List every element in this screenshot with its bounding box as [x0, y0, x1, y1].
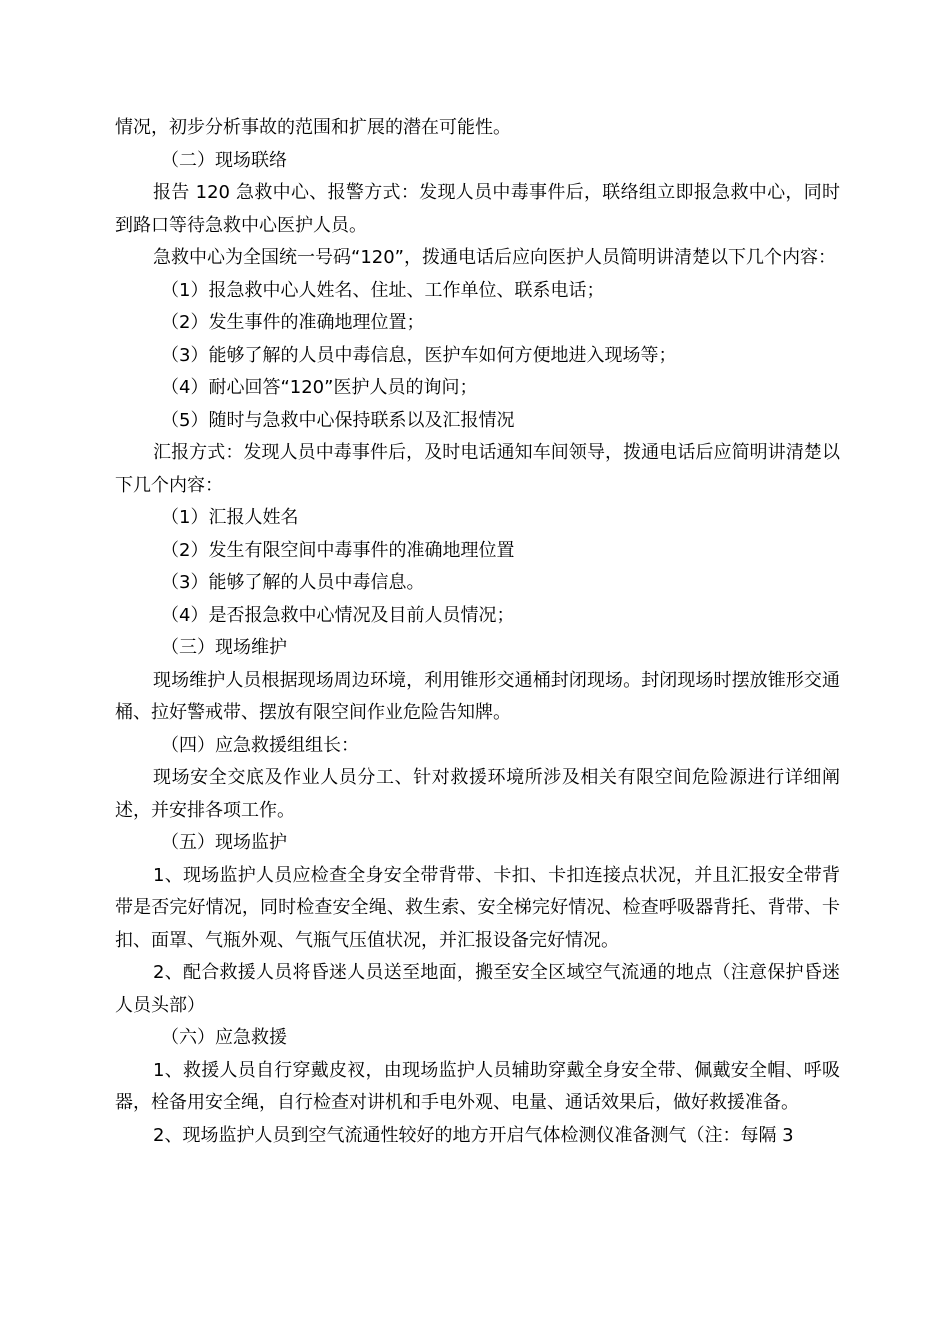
paragraph: 2、配合救援人员将昏迷人员送至地面，搬至安全区域空气流通的地点（注意保护昏迷人员头部） [115, 962, 840, 1016]
paragraph: 现场维护人员根据现场周边环境，利用锥形交通桶封闭现场。封闭现场时摆放锥形交通桶、拉好警戒带、摆放有限空间作业危险告知牌。 [115, 669, 840, 723]
section-heading-5: （五）现场监护 [161, 832, 287, 853]
list-item: （2）发生有限空间中毒事件的准确地理位置 [161, 539, 515, 561]
section-heading-6: （六）应急救援 [161, 1027, 287, 1048]
list-item: （2）发生事件的准确地理位置； [161, 312, 425, 333]
paragraph: 急救中心为全国统一号码“120”，拨通电话后应向医护人员简明讲清楚以下几个内容： [153, 247, 837, 268]
paragraph: 情况，初步分析事故的范围和扩展的潜在可能性。 [115, 117, 511, 138]
document-body [115, 112, 840, 1152]
list-item: （4）是否报急救中心情况及目前人员情况； [161, 604, 515, 626]
list-item: （4）耐心回答“120”医护人员的询问； [161, 377, 478, 398]
paragraph: 1、救援人员自行穿戴皮衩，由现场监护人员辅助穿戴全身安全带、佩戴安全帽、呼吸器，栓备用安全绳，自行检查对讲机和手电外观、电量、通话效果后，做好救援准备。 [115, 1059, 840, 1113]
paragraph: 1、现场监护人员应检查全身安全带背带、卡扣、卡扣连接点状况，并且汇报安全带背带是否完好情况，同时检查安全绳、救生索、安全梯完好情况、检查呼吸器背托、背带、卡扣、面罩、气瓶外观、气瓶气压值状况，并汇报设备完好情况。 [115, 864, 840, 951]
list-item: （1）报急救中心人姓名、住址、工作单位、联系电话； [161, 279, 605, 301]
paragraph: 现场安全交底及作业人员分工、针对救援环境所涉及相关有限空间危险源进行详细阐述，并安排各项工作。 [115, 767, 840, 821]
paragraph: 汇报方式：发现人员中毒事件后，及时电话通知车间领导，拨通电话后应简明讲清楚以下几个内容： [115, 442, 840, 496]
section-heading-4: （四）应急救援组组长： [161, 734, 359, 756]
paragraph: 2、现场监护人员到空气流通性较好的地方开启气体检测仪准备测气（注：每隔 3 [153, 1124, 794, 1146]
list-item: （5）随时与急救中心保持联系以及汇报情况 [161, 409, 515, 431]
paragraph: 报告 120 急救中心、报警方式：发现人员中毒事件后，联络组立即报急救中心，同时到路口等待急救中心医护人员。 [115, 182, 840, 236]
list-item: （1）汇报人姓名 [161, 507, 299, 528]
list-item: （3）能够了解的人员中毒信息。 [161, 572, 425, 593]
list-item: （3）能够了解的人员中毒信息，医护车如何方便地进入现场等； [161, 344, 677, 366]
section-heading-3: （三）现场维护 [161, 637, 287, 658]
section-heading-2: （二）现场联络 [161, 149, 287, 171]
